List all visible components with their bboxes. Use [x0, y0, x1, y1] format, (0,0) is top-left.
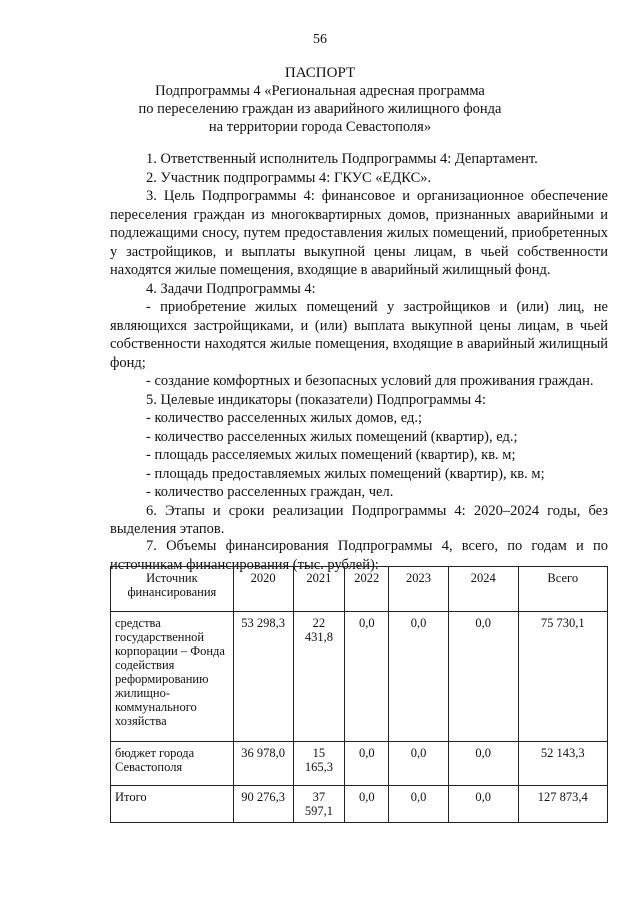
item-goal: 3. Цель Подпрограммы 4: финансовое и организационное обеспечение переселения граждан из многоквартирных домов, признанных аварийными и подлежащими сносу, путем предоставления жилых помещений, приобретенных у застройщиков, и выплаты выкупной цены лицам, в чьей собственности находятся жилые помещения, входящие в аварийный жилищный фонд.: [110, 188, 608, 278]
table-cell: 75 730,1: [518, 612, 608, 742]
column-header: 2022: [345, 567, 389, 612]
column-header: Всего: [518, 567, 608, 612]
table-cell: 0,0: [389, 612, 449, 742]
table-cell: 0,0: [389, 786, 449, 823]
table-row: [111, 742, 608, 786]
document-subtitle: [0, 82, 640, 136]
column-header: 2023: [389, 567, 449, 612]
table-cell: 90 276,3: [233, 786, 293, 823]
table-cell: 53 298,3: [233, 612, 293, 742]
indicator-item: - площадь расселяемых жилых помещений (квартир), кв. м;: [146, 447, 516, 463]
table-cell: 22 431,8: [293, 612, 345, 742]
page-number: 56: [313, 32, 327, 47]
item-participant: 2. Участник подпрограммы 4: ГКУС «ЕДКС».: [146, 169, 432, 186]
table-cell: 0,0: [345, 612, 389, 742]
item-tasks: 4. Задачи Подпрограммы 4:: [146, 280, 316, 297]
task-item: - приобретение жилых помещений у застройщиков и (или) лиц, не являющихся застройщиками, и (или) выплата выкупной цены лицам, в чьей собственности находятся жилые помещения, входящие в аварийный жилищный фонд;: [110, 299, 608, 371]
indicator-item: - количество расселенных жилых домов, ед.;: [146, 410, 423, 426]
passport-body: [110, 150, 608, 539]
table-cell: 0,0: [448, 742, 518, 786]
task-item: - создание комфортных и безопасных условий для проживания граждан.: [146, 373, 594, 389]
table-cell: бюджет города Севастополя: [111, 742, 234, 786]
table-row: [111, 786, 608, 823]
subtitle-line: по переселению граждан из аварийного жилищного фонда: [138, 101, 502, 117]
table-cell: 0,0: [345, 786, 389, 823]
column-header: Источник финансирования: [111, 567, 234, 612]
column-header: 2021: [293, 567, 345, 612]
table-cell: 0,0: [345, 742, 389, 786]
column-header: 2020: [233, 567, 293, 612]
table-row: [111, 612, 608, 742]
table-cell: 36 978,0: [233, 742, 293, 786]
column-header: 2024: [448, 567, 518, 612]
table-cell: Итого: [111, 786, 234, 823]
table-cell: 0,0: [448, 612, 518, 742]
indicator-item: - количество расселенных жилых помещений (квартир), ед.;: [146, 428, 518, 445]
table-cell: средства государственной корпорации – Фонда содействия реформированию жилищно-коммунального хозяйства: [111, 612, 234, 742]
financing-table: [110, 566, 608, 823]
table-cell: 52 143,3: [518, 742, 608, 786]
table-header-row: [111, 567, 608, 612]
table-cell: 0,0: [448, 786, 518, 823]
item-responsible: 1. Ответственный исполнитель Подпрограммы 4: Департамент.: [146, 151, 538, 167]
table-cell: 127 873,4: [518, 786, 608, 823]
financing-text: 7. Объемы финансирования Подпрограммы 4, всего, по годам и по источникам финансирования (тыс. рублей):: [110, 538, 608, 573]
table-cell: 15 165,3: [293, 742, 345, 786]
table-cell: 0,0: [389, 742, 449, 786]
subtitle-line: Подпрограммы 4 «Региональная адресная программа: [155, 83, 485, 99]
table-cell: 37 597,1: [293, 786, 345, 823]
item-indicators: 5. Целевые индикаторы (показатели) Подпрограммы 4:: [146, 391, 486, 408]
indicator-item: - количество расселенных граждан, чел.: [146, 484, 394, 500]
subtitle-line: на территории города Севастополя»: [208, 119, 432, 135]
item-stages: 6. Этапы и сроки реализации Подпрограммы 4: 2020–2024 годы, без выделения этапов.: [110, 502, 608, 537]
document-title: ПАСПОРТ: [284, 65, 356, 81]
indicator-item: - площадь предоставляемых жилых помещений (квартир), кв. м;: [146, 465, 545, 482]
